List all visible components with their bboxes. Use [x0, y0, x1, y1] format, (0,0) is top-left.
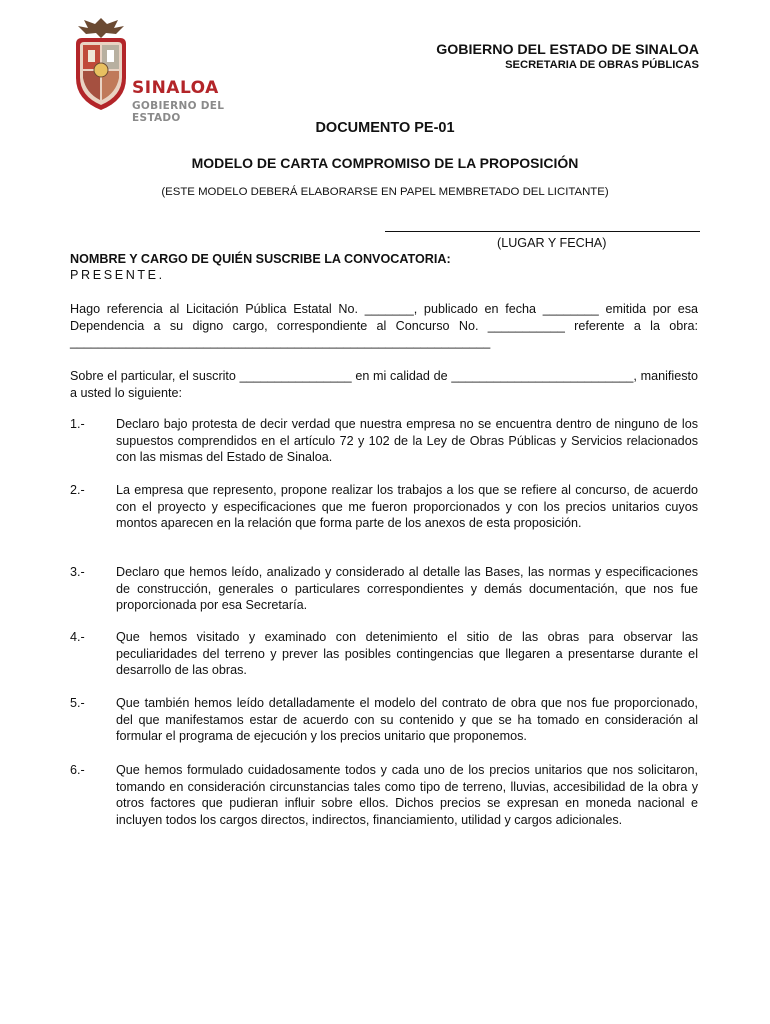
- letterhead-note: (ESTE MODELO DEBERÁ ELABORARSE EN PAPEL MEMBRETADO DEL LICITANTE): [161, 186, 609, 198]
- item-text: Que también hemos leído detalladamente el modelo del contrato de obra que nos fue proporcionado, del que manifestamos estar de acuerdo con su contenido y que se ha tomado en consideración al formular el programa de ejecución y los precios unitario que proponemos.: [116, 696, 698, 744]
- item-number: 6.-: [70, 763, 85, 777]
- place-date-label: (LUGAR Y FECHA): [497, 236, 607, 250]
- document-title: DOCUMENTO PE-01: [315, 120, 455, 136]
- document-subtitle: MODELO DE CARTA COMPROMISO DE LA PROPOSICIÓN: [191, 155, 579, 171]
- secretariat-heading: SECRETARIA DE OBRAS PÚBLICAS: [505, 59, 699, 71]
- item-number: 3.-: [70, 565, 85, 579]
- government-heading: GOBIERNO DEL ESTADO DE SINALOA: [436, 42, 699, 58]
- item-text: Que hemos visitado y examinado con detenimiento el sitio de las obras para observar las peculiaridades del terreno y prever las posibles contingencias que llegaren a presentarse durante el desarrollo de las obras.: [116, 630, 698, 678]
- coat-of-arms-icon: [70, 14, 132, 112]
- place-date-line: [385, 231, 700, 232]
- presente-label: PRESENTE.: [70, 268, 165, 282]
- logo-subtitle: GOBIERNO DEL ESTADO: [132, 100, 225, 124]
- item-number: 2.-: [70, 483, 85, 497]
- sinaloa-logo: [70, 14, 270, 124]
- item-text: Que hemos formulado cuidadosamente todos y cada uno de los precios unitarios que nos solicitaron, tomando en consideración circunstancias tales como tipo de terreno, lluvias, accesibilidad de la obra y otros factores que pudieran influir sobre ellos. Dichos precios se expresan en moneda nacional e incluyen todos los cargos directos, indirectos, financiamiento, utilidad y cargos adicionales.: [116, 763, 698, 827]
- item-text: La empresa que represento, propone realizar los trabajos a los que se refiere al concurso, de acuerdo con el proyecto y especificaciones que me fueron proporcionados y con los precios unitarios cuyos montos aparecen en la relación que forma parte de los anexos de esta proposición.: [116, 483, 698, 531]
- logo-wordmark: SINALOA: [132, 78, 219, 98]
- addressee-heading: NOMBRE Y CARGO DE QUIÉN SUSCRIBE LA CONVOCATORIA:: [70, 252, 451, 266]
- statement-paragraph: Sobre el particular, el suscrito ________________ en mi calidad de __________________________, manifiesto a usted lo siguiente:: [70, 369, 698, 400]
- item-text: Declaro que hemos leído, analizado y considerado al detalle las Bases, las normas y especificaciones de construcción, generales o particulares correspondientes y demás documentación, que nos fue proporcionada por esa Secretaría.: [116, 565, 698, 613]
- item-number: 4.-: [70, 630, 85, 644]
- intro-paragraph: Hago referencia al Licitación Pública Estatal No. _______, publicado en fecha ________ emitida por esa Dependencia a su digno cargo, correspondiente al Concurso No. ___________ referente a la obra: ____________________________________________________________: [70, 302, 698, 350]
- item-number: 1.-: [70, 417, 85, 431]
- item-text: Declaro bajo protesta de decir verdad que nuestra empresa no se encuentra dentro de ninguno de los supuestos comprendidos en el artículo 72 y 102 de la Ley de Obras Públicas y Servicios relacionados con las mismas del Estado de Sinaloa.: [116, 417, 698, 465]
- item-number: 5.-: [70, 696, 85, 710]
